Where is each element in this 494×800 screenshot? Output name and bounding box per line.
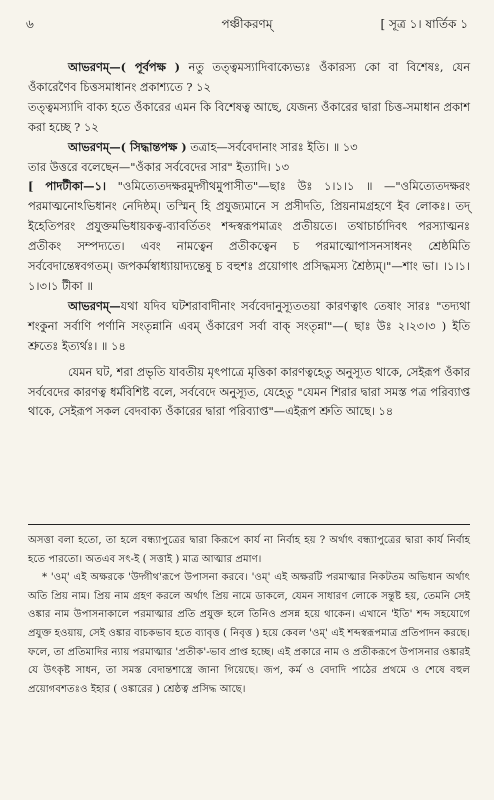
section-reference: [ সূত্র ১। ষার্তিক ১ xyxy=(380,17,468,31)
translation-paragraph xyxy=(28,158,470,178)
footnote xyxy=(28,569,470,699)
paragraph-text: তার উত্তরে বলেছেন—"ওঁকার সর্ববেদের সার" ইত্যাদি। ১৩ xyxy=(28,159,290,174)
paragraph-text: যেমন ঘট, শরা প্রভৃতি যাবতীয় মৃৎপাত্রে মৃত্তিকা কারণত্বহেতু অনুস্যূত থাকে, সেইরূপ ওঁকার সর্ববেদের কারণত্ব ধর্মবিশিষ্ট বলে, সর্ববেদে অনুস্যূত, যেহেতু "যেমন শিরার দ্বারা সমস্ত পত্র পরিব্যাপ্ত থাকে, সেইরূপ সকল বেদবাক্য ওঁকারের দ্বারা পরিব্যাপ্ত"—এইরূপ শ্রুতি আছে। ১৪ xyxy=(28,364,470,419)
running-header xyxy=(26,12,468,36)
sanskrit-paragraph xyxy=(28,58,470,98)
page-number: ৬ xyxy=(26,17,34,31)
paragraph-text: তত্ত্বমস্যাদি বাক্য হতে ওঁকারের এমন কি বিশেষত্ব আছে, যেজন্য ওঁকারের দ্বারা চিত্ত-সমাধান প্রকাশ করা হচ্ছে ? ১২ xyxy=(28,99,470,134)
main-text xyxy=(28,58,470,422)
paragraph-label: [ পাদটীকা—১। xyxy=(28,179,106,194)
translation-paragraph xyxy=(28,363,470,423)
paragraph-text: যথা যদিব ঘটশরাবাদীনাং সর্ববেদানুস্যূততয়া কারণত্বাৎ তেষাং সারঃ "তদ্যথা শংকুনা সর্বাণি পর্ণানি সংতৃন্নানি এবম্ ওঁকারেণ সর্বা বাক্ সংতৃন্না"—( ছাঃ উঃ ২।২৩।৩ ) ইতি শ্রুতেঃ ইত্যর্থঃ। ॥ ১৪ xyxy=(28,298,470,353)
footnote xyxy=(28,532,470,569)
footnotes xyxy=(28,532,470,699)
paragraph-label: আভরণম্—( সিদ্ধান্তপক্ষ ) xyxy=(68,139,187,154)
footnote-gloss-paragraph xyxy=(28,177,470,296)
translation-paragraph xyxy=(28,98,470,138)
paragraph-label: আভরণম্—( পূর্বপক্ষ ) xyxy=(68,60,181,74)
paragraph-text: তত্রাহ—সর্ববেদানাং সারঃ ইতি। ॥ ১৩ xyxy=(186,139,358,154)
footnote-divider xyxy=(28,524,470,525)
sanskrit-paragraph xyxy=(28,138,470,158)
page-title: পঞ্চীকরণম্ xyxy=(221,17,273,31)
sanskrit-paragraph xyxy=(28,297,470,357)
footnote-text: অসত্তা বলা হতো, তা হলে বন্ধ্যাপুত্রের দ্বারা কিরূপে কার্য না নির্বাহ হয় ? অর্থাৎ বন্ধ্যাপুত্রের দ্বারা কার্য নির্বাহ হতে পারতো। অতএব সৎ-ই ( সত্তাই ) মাত্র আত্মার প্রমাণ। xyxy=(28,535,470,565)
paragraph-text: নতু তত্ত্বমস্যাদিবাক্যেভ্যঃ ওঁকারস্য কো বা বিশেষঃ, যেন ওঁকারেণৈব চিত্তসমাধানং প্রকাশ্যতে ? ১২ xyxy=(28,60,470,94)
paragraph-label: আভরণম্— xyxy=(68,298,121,313)
paragraph-text: "ওমিত্যেতদক্ষরমুদ্গীথমুপাসীত"—ছাঃ উঃ ১।১।১ ॥ —"ওমিত্যেতদক্ষরং পরমাত্মনোঽভিধানং নেদিষ্ঠম্। তস্মিন্ হি প্রযুজ্যমানে স প্রসীদতি, প্রিয়নামগ্রহণে ইব লোকঃ। তদ্ ইহেতিপরং প্রযুক্তমভিধায়কত্ব-ব্যাবর্তিতং শব্দস্বরূপমাত্রং প্রতীয়তে। তথাচার্চাদিবৎ পরস্যাত্মনঃ প্রতীকং সম্পদ্যতে। এবং নামত্বেন প্রতীকত্বেন চ পরমাত্মোপাসনসাধনং শ্রেষ্ঠমিতি সর্ববেদান্তেষ্ববগতম্। জপকর্মস্বাধ্যায়াদ্যন্তেষু চ বহুশঃ প্রয়োগাৎ প্রসিদ্ধমস্য শ্রৈষ্ঠ্যম্।"—শাং ভা। ।১।১।১।৩।১ টীকা ॥ xyxy=(28,179,470,293)
footnote-text: * 'ওম্' এই অক্ষরকে 'উদ্গীথ'রূপে উপাসনা করবে। 'ওম্' এই অক্ষরটি পরমাত্মার নিকটতম অভিধান অর্থাৎ অতি প্রিয় নাম। প্রিয় নাম গ্রহণ করলে অর্থাৎ প্রিয় নামে ডাকলে, যেমন সাধারণ লোকে সন্তুষ্ট হয়, তেমনি সেই ওঙ্কার নাম উপাসনাকালে পরমাত্মার প্রতি প্রযুক্ত হলে তিনিও প্রসন্ন হয়ে থাকেন। এখানে 'ইতি' শব্দ সহযোগে প্রযুক্ত হওয়ায়, সেই ওঙ্কার বাচকভাব হতে ব্যাবৃত্ত ( নিবৃত্ত ) হয়ে কেবল 'ওম্' এই শব্দস্বরূপমাত্র প্রতিপাদন করছে। ফলে, তা প্রতিমাদির ন্যায় পরমাত্মার 'প্রতীক'-ভাব প্রাপ্ত হচ্ছে। এই প্রকারে নাম ও প্রতীকরূপে উপাসনার ওঙ্কারই যে উৎকৃষ্ট সাধন, তা সমস্ত বেদান্তশাস্ত্রে জানা গিয়েছে। জপ, কর্ম ও বেদাদি পাঠের প্রথমে ও শেষে বহুল প্রয়োগবশতঃও ইহার ( ওঙ্কারের ) শ্রেষ্ঠত্ব প্রসিদ্ধ আছে। xyxy=(28,572,470,695)
